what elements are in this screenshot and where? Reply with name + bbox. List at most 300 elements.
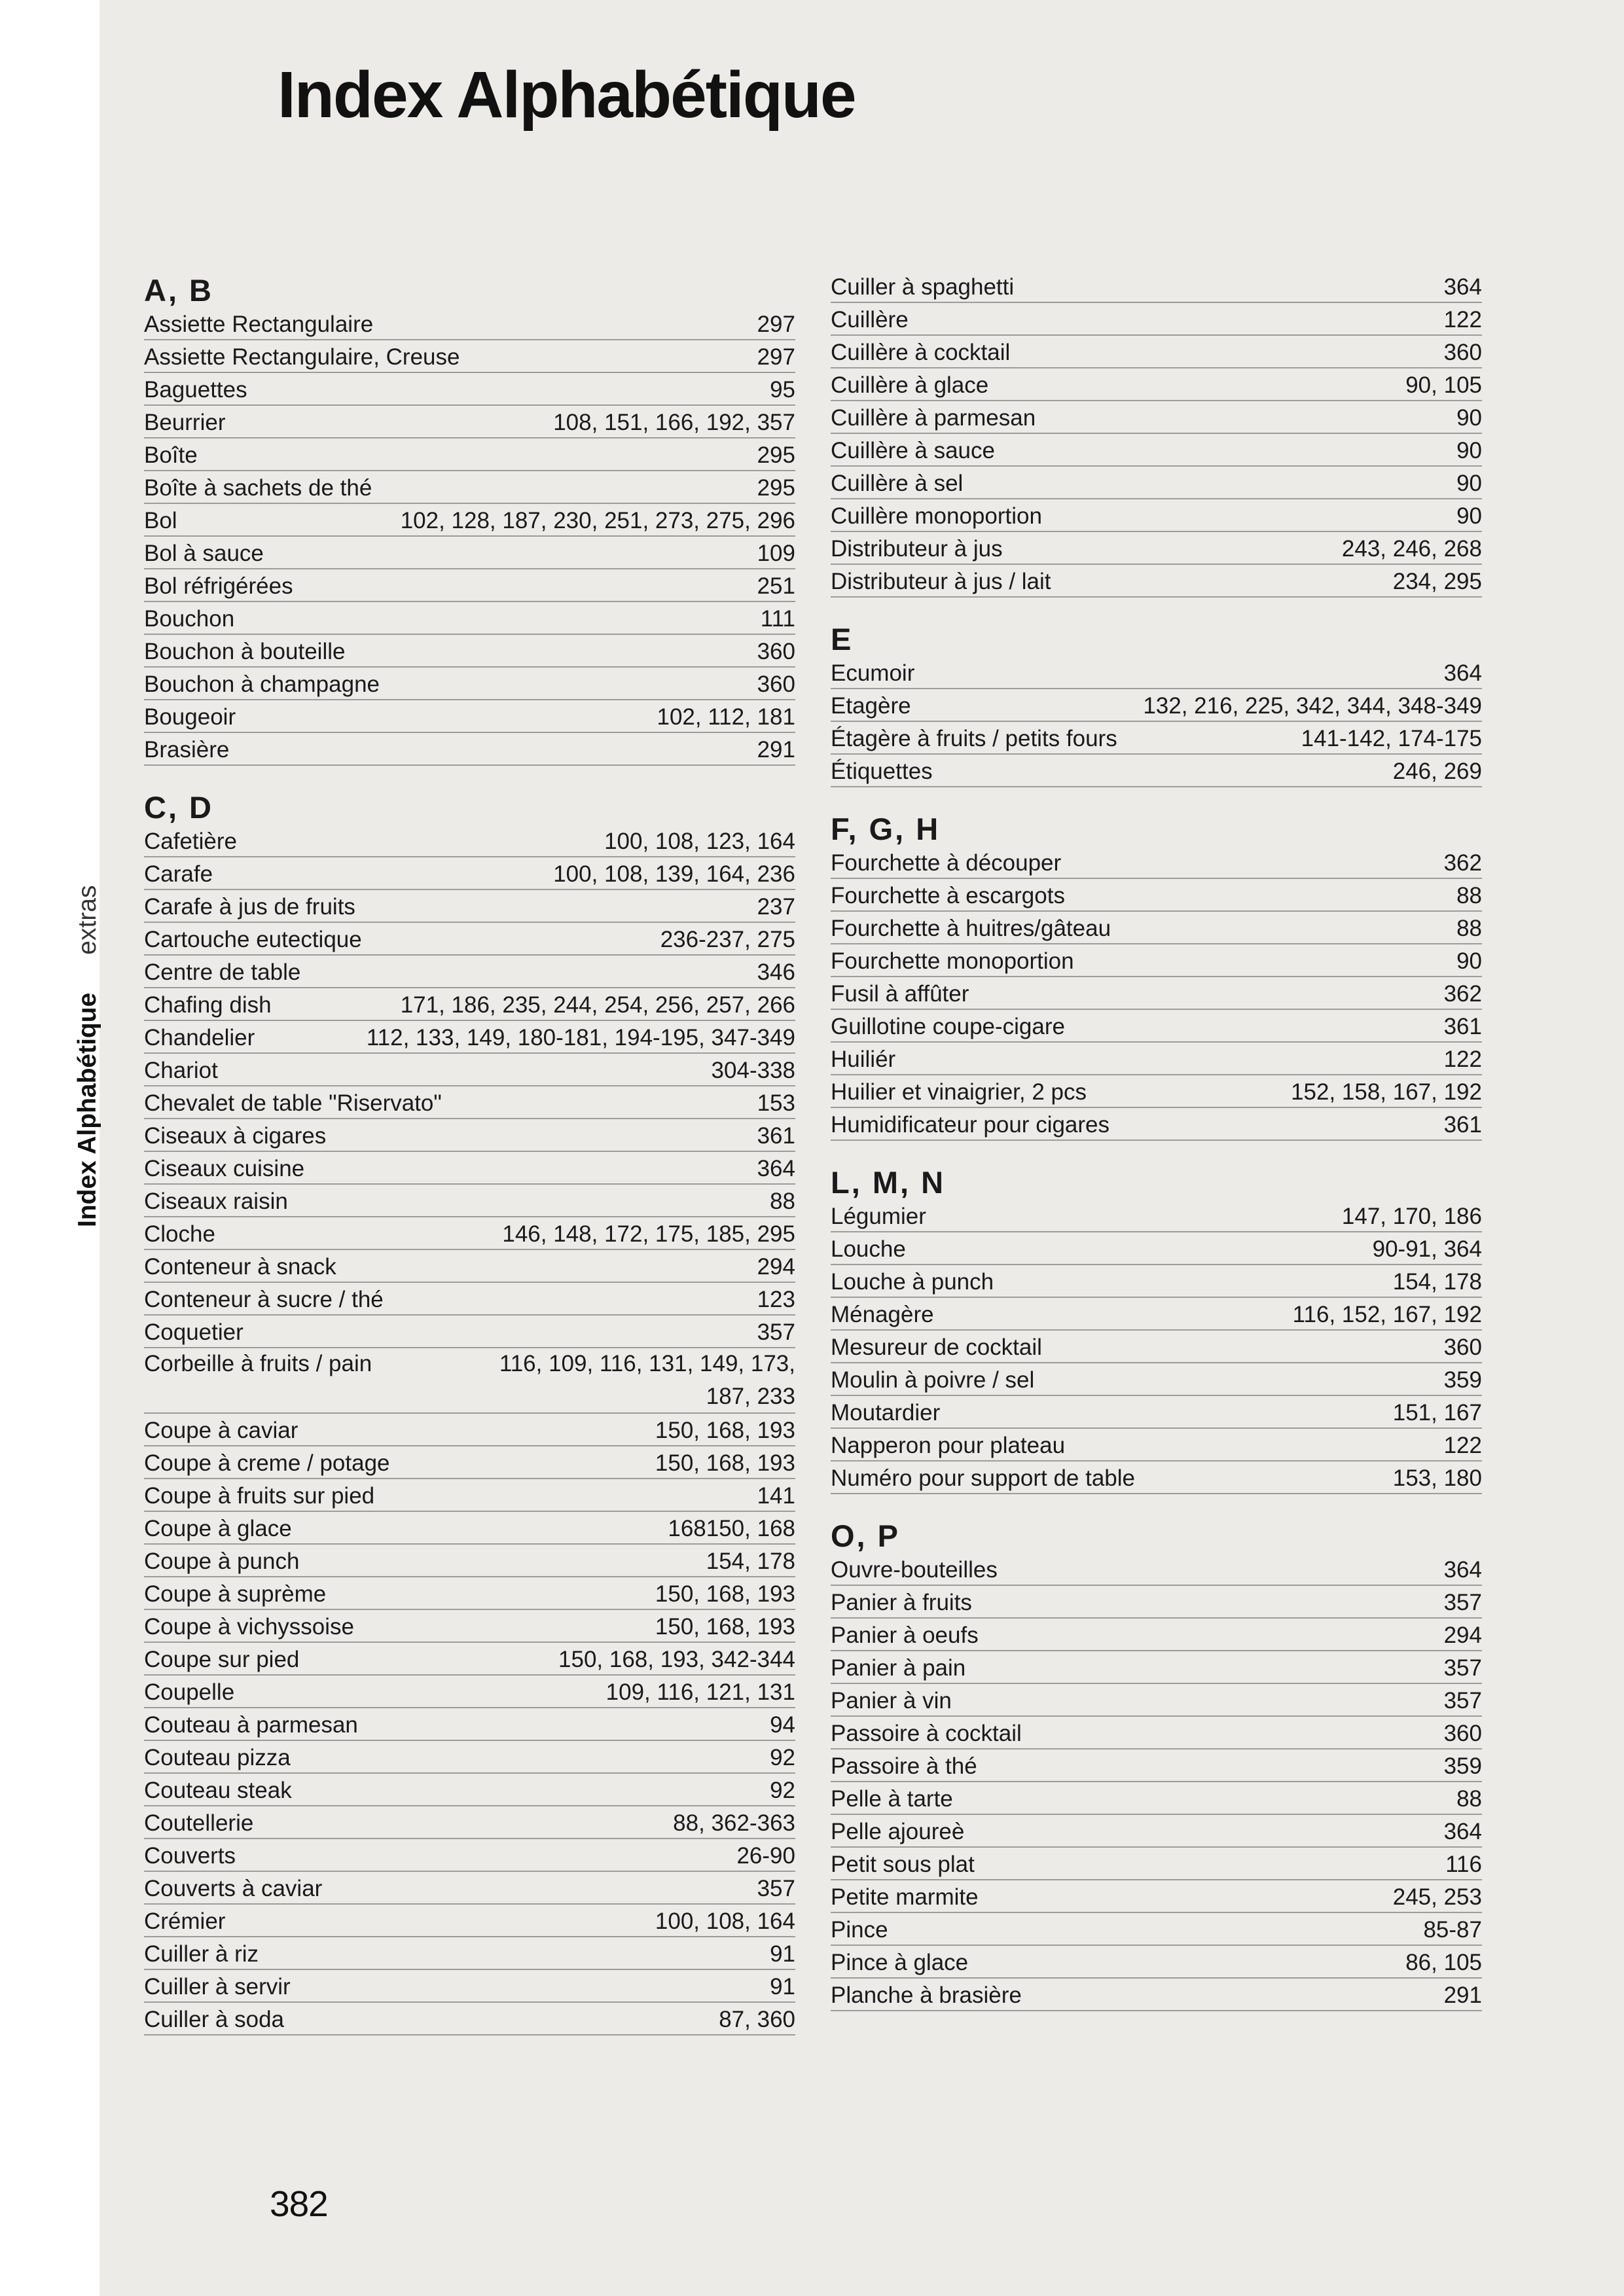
index-entry	[144, 923, 795, 956]
entry-name: Carafe	[144, 861, 213, 887]
entry-pages: 346	[757, 960, 795, 985]
index-entry	[831, 1782, 1482, 1815]
entry-pages: 122	[1443, 1433, 1482, 1458]
entry-name: Coquetier	[144, 1319, 244, 1345]
index-entry	[144, 1119, 795, 1152]
entry-name: Boîte à sachets de thé	[144, 475, 372, 501]
index-entry	[144, 308, 795, 340]
index-section	[144, 791, 795, 2036]
index-entry	[831, 722, 1482, 755]
index-entry	[831, 1848, 1482, 1880]
index-entry	[144, 956, 795, 988]
entry-pages: 246, 269	[1392, 759, 1482, 784]
entry-pages: 297	[757, 312, 795, 337]
section-heading: E	[831, 622, 854, 656]
index-entry	[144, 1446, 795, 1479]
index-entry	[144, 439, 795, 471]
index-entry	[831, 1586, 1482, 1619]
entry-pages: 291	[1443, 1982, 1482, 2008]
entry-name: Panier à vin	[831, 1688, 952, 1713]
entry-pages: 102, 128, 187, 230, 251, 273, 275, 296	[400, 508, 795, 533]
index-entry	[144, 1283, 795, 1316]
entry-name: Coutellerie	[144, 1810, 254, 1836]
entry-name: Cuiller à spaghetti	[831, 274, 1015, 300]
index-entry	[144, 1741, 795, 1774]
sidebar-section-title: Index Alphabétique	[73, 992, 101, 1227]
entry-pages: 102, 112, 181	[657, 704, 795, 730]
entry-pages: 294	[757, 1254, 795, 1280]
entry-name: Moutardier	[831, 1400, 941, 1426]
index-entry	[831, 1815, 1482, 1848]
index-entry	[144, 1414, 795, 1446]
entry-name: Cuillère	[831, 307, 909, 332]
index-entry	[831, 755, 1482, 787]
entry-pages: 112, 133, 149, 180-181, 194-195, 347-349	[366, 1025, 795, 1050]
entry-pages: 360	[1443, 1335, 1482, 1360]
index-entry	[831, 656, 1482, 689]
entry-pages: 90	[1456, 438, 1482, 463]
entry-pages: 151, 167	[1392, 1400, 1482, 1426]
index-entry	[144, 1676, 795, 1708]
entry-pages: 100, 108, 164	[655, 1909, 795, 1934]
sidebar-category: extras	[73, 885, 101, 955]
entry-pages: 94	[770, 1712, 795, 1738]
index-entry	[831, 1946, 1482, 1979]
entry-name: Pelle à tarte	[831, 1786, 953, 1812]
entry-name: Cuillère monoportion	[831, 503, 1042, 529]
entry-pages: 364	[1443, 1557, 1482, 1583]
entry-pages: 146, 148, 172, 175, 185, 295	[502, 1221, 795, 1247]
index-entry	[831, 401, 1482, 434]
entry-name: Coupe à punch	[144, 1549, 300, 1574]
entry-name: Coupe à creme / potage	[144, 1450, 390, 1476]
entry-name: Mesureur de cocktail	[831, 1335, 1042, 1360]
index-entry	[831, 467, 1482, 499]
entry-pages: 88	[1456, 916, 1482, 941]
entry-name: Cuillère à cocktail	[831, 340, 1011, 365]
entry-pages: 150, 168, 193	[655, 1614, 795, 1640]
index-entry	[144, 988, 795, 1021]
entry-name: Cuiller à soda	[144, 2007, 284, 2032]
entry-pages: 95	[770, 377, 795, 403]
entry-pages: 26-90	[736, 1843, 795, 1869]
entry-pages: 88, 362-363	[673, 1810, 795, 1836]
entry-name: Étagère à fruits / petits fours	[831, 726, 1117, 751]
entry-name: Ecumoir	[831, 660, 915, 686]
section-heading: A, B	[144, 273, 213, 308]
index-section	[831, 270, 1482, 598]
index-entry	[831, 1075, 1482, 1108]
entry-name: Panier à fruits	[831, 1590, 972, 1615]
index-entry	[831, 1619, 1482, 1651]
entry-name: Pelle ajoureè	[831, 1819, 965, 1844]
entry-pages: 357	[757, 1319, 795, 1345]
entry-pages: 122	[1443, 1047, 1482, 1072]
index-entry	[831, 1429, 1482, 1462]
entry-name: Etagère	[831, 693, 911, 719]
entry-pages: 90-91, 364	[1372, 1236, 1482, 1262]
entry-name: Louche à punch	[831, 1269, 994, 1295]
entry-name: Cuiller à riz	[144, 1941, 259, 1967]
entry-name: Chevalet de table "Riservato"	[144, 1090, 442, 1116]
entry-name: Conteneur à sucre / thé	[144, 1287, 384, 1312]
entry-name: Légumier	[831, 1204, 926, 1229]
entry-pages: 237	[757, 894, 795, 920]
entry-name: Chariot	[144, 1058, 218, 1083]
entry-pages: 88	[770, 1189, 795, 1214]
index-entry	[144, 1185, 795, 1217]
entry-name: Distributeur à jus / lait	[831, 569, 1051, 594]
index-entry	[144, 1512, 795, 1545]
index-entry	[831, 303, 1482, 336]
index-entry	[831, 944, 1482, 977]
index-entry	[831, 1108, 1482, 1141]
entry-pages: 359	[1443, 1367, 1482, 1393]
entry-name: Beurrier	[144, 410, 226, 435]
index-entry	[144, 1316, 795, 1348]
entry-pages: 295	[757, 475, 795, 501]
index-entry	[144, 857, 795, 890]
entry-name: Centre de table	[144, 960, 301, 985]
entry-name: Chandelier	[144, 1025, 255, 1050]
index-entry	[144, 1021, 795, 1054]
index-entry	[144, 537, 795, 569]
entry-pages: 360	[757, 639, 795, 664]
entry-pages: 251	[757, 573, 795, 599]
index-entry	[144, 602, 795, 635]
entry-pages: 109, 116, 121, 131	[605, 1679, 795, 1705]
index-entry	[831, 1396, 1482, 1429]
entry-pages: 90	[1456, 948, 1482, 974]
entry-pages: 92	[770, 1745, 795, 1770]
entry-name: Crémier	[144, 1909, 226, 1934]
index-entry	[831, 1331, 1482, 1363]
entry-name: Cuillère à parmesan	[831, 405, 1036, 431]
entry-pages: 92	[770, 1778, 795, 1803]
entry-name: Fourchette monoportion	[831, 948, 1074, 974]
entry-name: Louche	[831, 1236, 906, 1262]
entry-pages: 234, 295	[1392, 569, 1482, 594]
index-column-left	[144, 274, 795, 2060]
entry-name: Passoire à cocktail	[831, 1721, 1022, 1746]
index-entry	[144, 1708, 795, 1741]
entry-name: Cuillère à sel	[831, 471, 964, 496]
index-entry	[144, 569, 795, 602]
entry-name: Cartouche eutectique	[144, 927, 362, 952]
index-entry	[831, 879, 1482, 912]
entry-pages: 361	[757, 1123, 795, 1149]
entry-pages: 150, 168, 193	[655, 1450, 795, 1476]
entry-name: Couteau steak	[144, 1778, 292, 1803]
entry-name: Corbeille à fruits / pain	[144, 1351, 372, 1376]
entry-name: Fourchette à escargots	[831, 883, 1065, 908]
entry-pages: 150, 168, 193	[655, 1418, 795, 1443]
index-entry	[831, 977, 1482, 1010]
entry-name: Coupe à fruits sur pied	[144, 1483, 375, 1509]
index-entry	[144, 1839, 795, 1872]
entry-pages: 122	[1443, 307, 1482, 332]
index-entry	[144, 890, 795, 923]
entry-name: Distributeur à jus	[831, 536, 1003, 562]
entry-pages: 91	[770, 1941, 795, 1967]
index-entry	[144, 668, 795, 700]
entry-pages: 88	[1456, 883, 1482, 908]
entry-pages: 88	[1456, 1786, 1482, 1812]
index-entry	[144, 1774, 795, 1806]
entry-name: Fourchette à découper	[831, 850, 1062, 876]
entry-pages: 100, 108, 139, 164, 236	[553, 861, 795, 887]
index-entry	[144, 1217, 795, 1250]
index-entry	[144, 1643, 795, 1676]
entry-name: Couteau à parmesan	[144, 1712, 358, 1738]
entry-name: Passoire à thé	[831, 1753, 977, 1779]
entry-name: Fourchette à huitres/gâteau	[831, 916, 1111, 941]
entry-pages: 147, 170, 186	[1341, 1204, 1482, 1229]
entry-name: Petite marmite	[831, 1884, 979, 1910]
page-title: Index Alphabétique	[278, 58, 856, 132]
entry-pages: 91	[770, 1974, 795, 2000]
entry-pages: 100, 108, 123, 164	[604, 829, 795, 854]
entry-pages: 116, 152, 167, 192	[1292, 1302, 1482, 1327]
entry-name: Bol réfrigérées	[144, 573, 293, 599]
entry-pages: 85-87	[1423, 1917, 1482, 1943]
index-entry	[831, 499, 1482, 532]
entry-pages: 154, 178	[1392, 1269, 1482, 1295]
entry-name: Bouchon à champagne	[144, 672, 380, 697]
index-column-right	[831, 274, 1482, 2036]
index-entry	[144, 504, 795, 537]
entry-pages: 108, 151, 166, 192, 357	[553, 410, 795, 435]
entry-pages: 362	[1443, 850, 1482, 876]
entry-name: Fusil à affûter	[831, 981, 969, 1007]
entry-pages: 360	[1443, 1721, 1482, 1746]
index-entry	[144, 1479, 795, 1512]
entry-pages: 364	[1443, 1819, 1482, 1844]
index-entry	[144, 1086, 795, 1119]
index-entry	[144, 825, 795, 857]
sidebar-label	[73, 886, 102, 1227]
index-entry	[144, 1806, 795, 1839]
index-entry	[831, 1043, 1482, 1075]
entry-name: Petit sous plat	[831, 1852, 975, 1877]
entry-name: Cuillère à sauce	[831, 438, 995, 463]
entry-name: Huilier et vinaigrier, 2 pcs	[831, 1079, 1087, 1105]
index-entry	[144, 471, 795, 504]
entry-pages: 243, 246, 268	[1341, 536, 1482, 562]
entry-name: Couverts à caviar	[144, 1876, 323, 1901]
entry-name: Coupe à glace	[144, 1516, 292, 1541]
entry-name: Ciseaux à cigares	[144, 1123, 327, 1149]
index-entry	[144, 733, 795, 766]
entry-pages: 359	[1443, 1753, 1482, 1779]
entry-name: Moulin à poivre / sel	[831, 1367, 1035, 1393]
entry-name: Humidificateur pour cigares	[831, 1112, 1110, 1138]
entry-pages: 109	[757, 541, 795, 566]
index-entry	[831, 912, 1482, 944]
index-entry	[831, 1979, 1482, 2011]
entry-pages: 357	[757, 1876, 795, 1901]
entry-name: Coupe sur pied	[144, 1647, 300, 1672]
entry-name: Coupelle	[144, 1679, 235, 1705]
entry-name: Cuiller à servir	[144, 1974, 291, 2000]
section-heading: F, G, H	[831, 812, 941, 846]
index-entry	[831, 1684, 1482, 1717]
entry-name: Napperon pour plateau	[831, 1433, 1066, 1458]
entry-pages: 360	[757, 672, 795, 697]
entry-pages: 152, 158, 167, 192	[1291, 1079, 1482, 1105]
entry-pages: 357	[1443, 1688, 1482, 1713]
index-entry	[831, 1913, 1482, 1946]
entry-pages: 153	[757, 1090, 795, 1116]
index-section	[144, 274, 795, 766]
entry-name: Conteneur à snack	[144, 1254, 336, 1280]
index-entry	[831, 1880, 1482, 1913]
entry-pages: 236-237, 275	[660, 927, 795, 952]
entry-pages: 123	[757, 1287, 795, 1312]
index-entry	[831, 689, 1482, 722]
section-heading: L, M, N	[831, 1165, 946, 1200]
entry-pages: 116	[1445, 1852, 1482, 1877]
entry-name: Bougeoir	[144, 704, 236, 730]
entry-pages: 171, 186, 235, 244, 254, 256, 257, 266	[400, 992, 795, 1018]
entry-name: Numéro pour support de table	[831, 1465, 1135, 1491]
index-entry	[144, 1970, 795, 2003]
index-entry	[831, 270, 1482, 303]
entry-pages: 154, 178	[706, 1549, 795, 1574]
entry-name: Coupe à suprème	[144, 1581, 327, 1607]
entry-name: Coupe à caviar	[144, 1418, 298, 1443]
index-entry	[144, 340, 795, 373]
index-section	[831, 1519, 1482, 2011]
index-entry	[144, 1905, 795, 1937]
entry-name: Cloche	[144, 1221, 215, 1247]
entry-name: Bouchon	[144, 606, 235, 632]
entry-name: Coupe à vichyssoise	[144, 1614, 354, 1640]
entry-name: Couteau pizza	[144, 1745, 291, 1770]
index-entry	[831, 532, 1482, 565]
entry-pages: 141-142, 174-175	[1301, 726, 1482, 751]
entry-name: Pince à glace	[831, 1950, 969, 1975]
page-number: 382	[270, 2183, 328, 2224]
index-section	[831, 1166, 1482, 1494]
entry-name: Brasière	[144, 737, 230, 762]
index-entry	[831, 1717, 1482, 1749]
index-entry	[831, 565, 1482, 598]
entry-pages: 357	[1443, 1655, 1482, 1681]
entry-name: Huiliér	[831, 1047, 896, 1072]
entry-pages: 90, 105	[1405, 372, 1482, 398]
index-entry	[831, 1298, 1482, 1331]
entry-name: Pince	[831, 1917, 888, 1943]
index-entry	[831, 1200, 1482, 1232]
entry-pages: 141	[757, 1483, 795, 1509]
index-entry	[144, 700, 795, 733]
entry-pages: 361	[1443, 1014, 1482, 1039]
entry-name: Cafetière	[144, 829, 238, 854]
index-entry	[144, 1872, 795, 1905]
index-entry	[831, 846, 1482, 879]
index-entry	[831, 1265, 1482, 1298]
entry-name: Ciseaux raisin	[144, 1189, 288, 1214]
entry-pages: 364	[1443, 274, 1482, 300]
entry-name: Bol à sauce	[144, 541, 264, 566]
entry-pages: 132, 216, 225, 342, 344, 348-349	[1143, 693, 1482, 719]
entry-pages: 291	[757, 737, 795, 762]
entry-name: Étiquettes	[831, 759, 933, 784]
entry-name: Cuillère à glace	[831, 372, 989, 398]
index-section	[831, 812, 1482, 1141]
entry-name: Assiette Rectangulaire	[144, 312, 374, 337]
entry-pages: 362	[1443, 981, 1482, 1007]
entry-pages: 90	[1456, 405, 1482, 431]
entry-name: Planche à brasière	[831, 1982, 1022, 2008]
section-heading: O, P	[831, 1518, 901, 1553]
index-entry	[144, 1054, 795, 1086]
entry-pages: 361	[1443, 1112, 1482, 1138]
index-entry	[831, 1553, 1482, 1586]
entry-name: Ciseaux cuisine	[144, 1156, 305, 1181]
entry-pages: 86, 105	[1405, 1950, 1482, 1975]
index-entry	[144, 1610, 795, 1643]
index-entry	[831, 1651, 1482, 1684]
entry-pages: 364	[1443, 660, 1482, 686]
entry-pages: 245, 253	[1392, 1884, 1482, 1910]
entry-pages: 111	[760, 606, 795, 632]
entry-name: Panier à pain	[831, 1655, 966, 1681]
entry-pages: 150, 168, 193	[655, 1581, 795, 1607]
entry-pages: 294	[1443, 1623, 1482, 1648]
entry-pages: 360	[1443, 340, 1482, 365]
entry-pages: 295	[757, 442, 795, 468]
entry-name: Panier à oeufs	[831, 1623, 979, 1648]
index-entry	[144, 1152, 795, 1185]
entry-pages: 168150, 168	[668, 1516, 795, 1541]
entry-name: Baguettes	[144, 377, 247, 403]
entry-name: Ouvre-bouteilles	[831, 1557, 998, 1583]
entry-name: Assiette Rectangulaire, Creuse	[144, 344, 460, 370]
entry-pages: 297	[757, 344, 795, 370]
index-entry	[831, 368, 1482, 401]
entry-pages: 364	[757, 1156, 795, 1181]
index-entry	[144, 1250, 795, 1283]
entry-pages: 357	[1443, 1590, 1482, 1615]
index-entry	[144, 1348, 795, 1414]
entry-name: Carafe à jus de fruits	[144, 894, 355, 920]
entry-pages: 150, 168, 193, 342-344	[558, 1647, 795, 1672]
index-entry	[144, 2003, 795, 2036]
entry-name: Bouchon à bouteille	[144, 639, 346, 664]
entry-name: Guillotine coupe-cigare	[831, 1014, 1065, 1039]
entry-pages: 153, 180	[1392, 1465, 1482, 1491]
entry-name: Bol	[144, 508, 177, 533]
index-entry	[144, 373, 795, 406]
index-entry	[831, 434, 1482, 467]
index-entry	[144, 406, 795, 439]
index-entry	[831, 1232, 1482, 1265]
entry-name: Chafing dish	[144, 992, 272, 1018]
section-heading: C, D	[144, 790, 213, 825]
index-entry	[144, 1937, 795, 1970]
index-entry	[144, 1545, 795, 1577]
entry-pages: 116, 109, 116, 131, 149, 173,	[499, 1351, 795, 1376]
index-entry	[144, 635, 795, 668]
index-section	[831, 622, 1482, 787]
index-entry	[144, 1577, 795, 1610]
entry-name: Couverts	[144, 1843, 236, 1869]
index-entry	[831, 1749, 1482, 1782]
entry-pages: 90	[1456, 471, 1482, 496]
index-entry	[831, 1462, 1482, 1494]
